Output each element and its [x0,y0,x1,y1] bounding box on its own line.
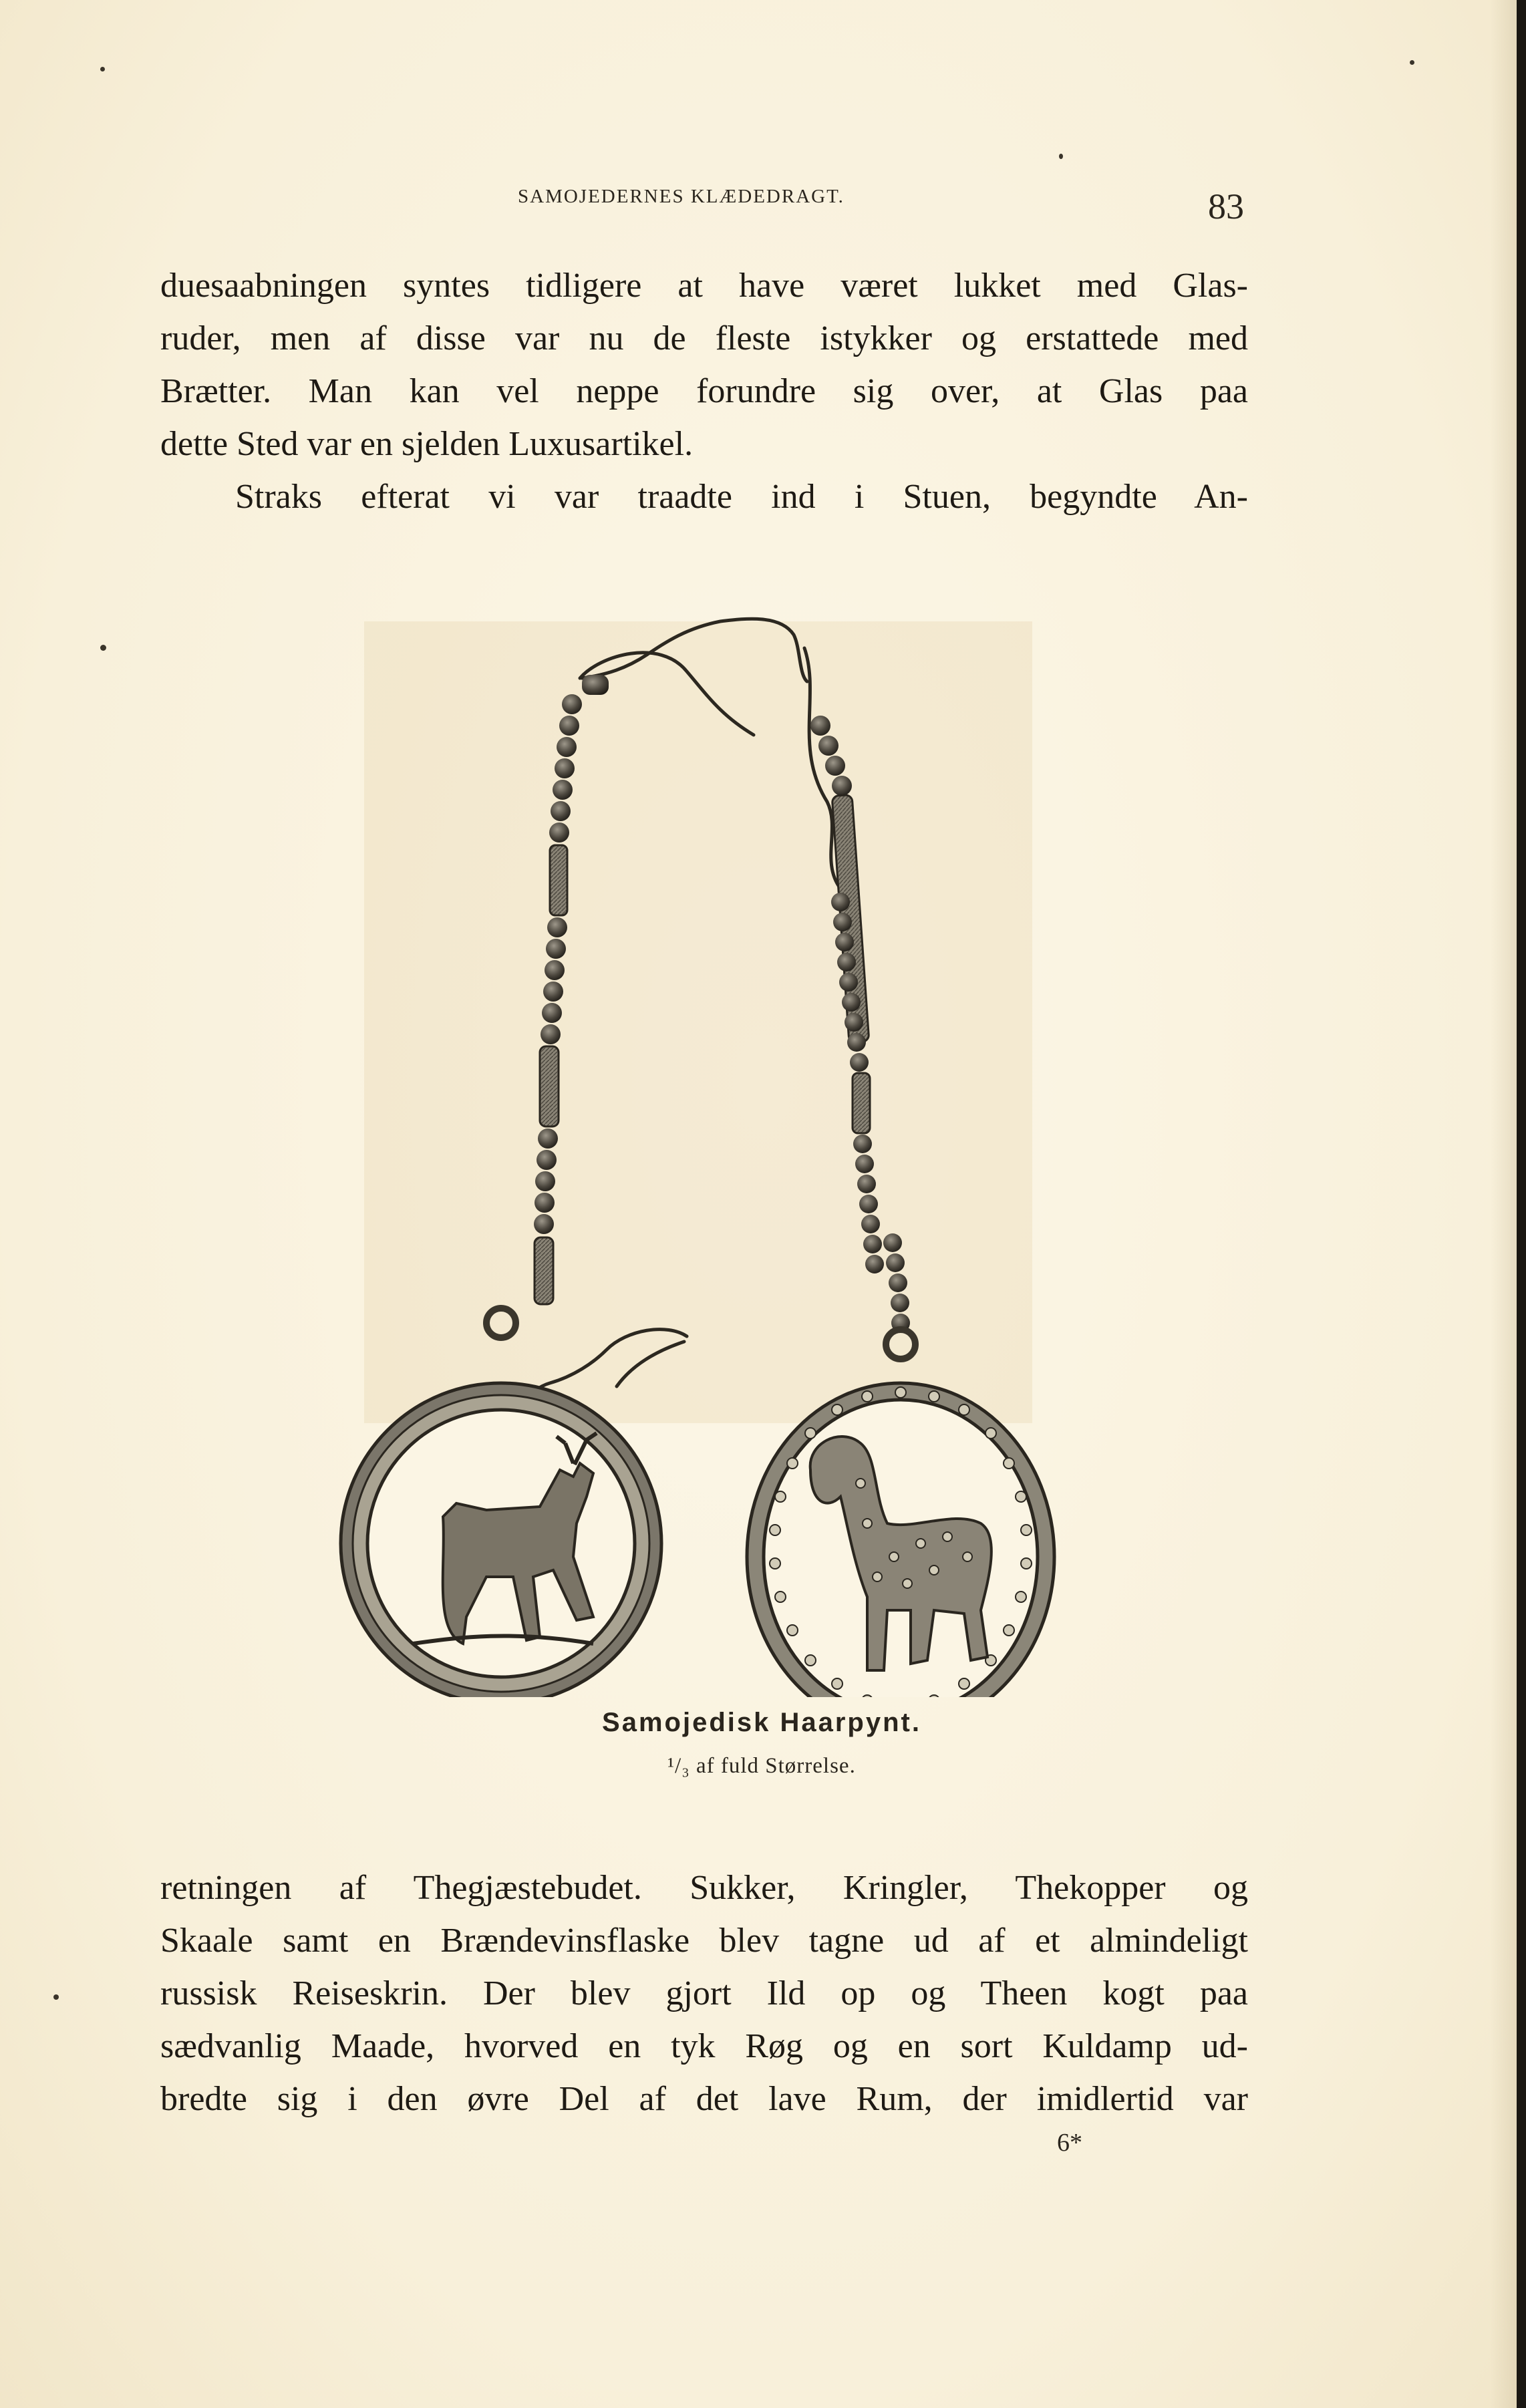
print-speck [53,1994,59,2000]
text-line: sædvanlig Maade, hvorved en tyk Røg og en sort Kuldamp ud- [160,2027,1248,2065]
text-line: russisk Reiseskrin. Der blev gjort Ild op og Theen kogt paa [160,1974,1248,2012]
left-bead-strand [534,675,609,1304]
print-speck [1410,60,1414,65]
page-number: 83 [1208,186,1244,227]
left-pendant-deer [341,1308,661,1697]
text-line: bredte sig i den øvre Del af det lave Rum, der imidlertid var [160,2080,1248,2118]
page-edge [1517,0,1526,2408]
print-speck [100,645,106,651]
body-text-top [160,259,1248,523]
body-text-bottom [160,1861,1248,2125]
text-line: retningen af Thegjæstebudet. Sukker, Kringler, Thekopper og [160,1869,1248,1907]
print-speck [1059,154,1063,159]
running-head: SAMOJEDERNES KLÆDEDRAGT. [518,186,845,207]
signature-mark: 6* [1057,2129,1082,2157]
text-line: Skaale samt en Brændevinsflaske blev tagne ud af et almindeligt [160,1922,1248,1960]
text-line: ruder, men af disse var nu de fleste istykker og erstattede med [160,319,1248,357]
text-line: Brætter. Man kan vel neppe forundre sig over, at Glas paa [160,372,1248,410]
right-pendant-horse [747,1330,1054,1697]
right-bead-strand [810,716,910,1332]
text-line: dette Sted var en sjelden Luxusartikel. [160,425,694,463]
figure-caption: Samojedisk Haarpynt. [602,1708,921,1737]
hair-ornament-engraving [313,575,1081,1697]
text-line: duesaabningen syntes tidligere at have været lukket med Glas- [160,267,1248,305]
page-gutter-shadow [1490,0,1517,2408]
print-speck [100,67,105,71]
figure-scale-note: ¹/₃ af fuld Størrelse. [667,1754,856,1778]
text-line: Straks efterat vi var traadte ind i Stuen, begyndte An- [235,478,1248,516]
